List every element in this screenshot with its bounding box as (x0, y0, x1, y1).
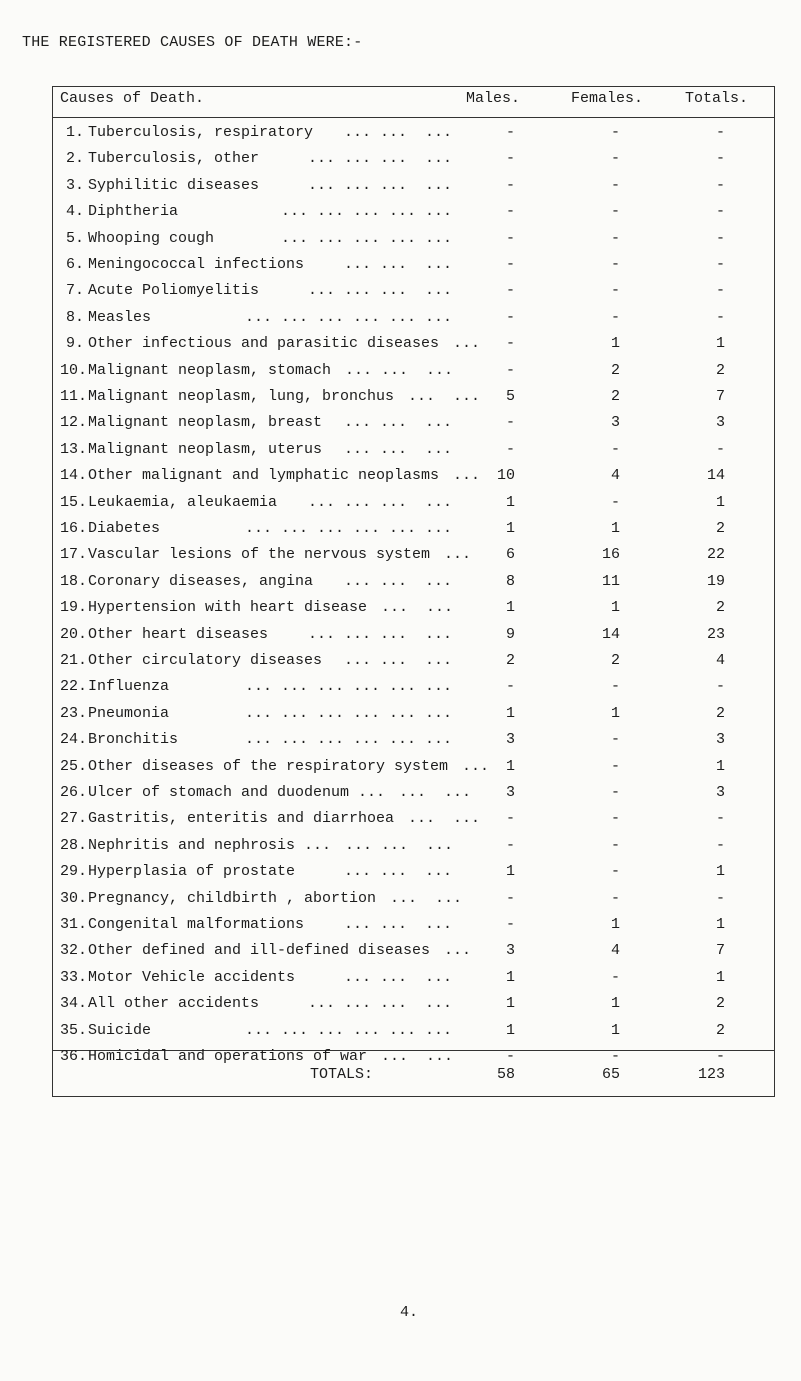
leader-dots: ... (444, 546, 472, 564)
leader-dots: ... (444, 942, 472, 960)
cause-name: All other accidents (88, 995, 260, 1013)
leader-dots: ... ... ... (345, 836, 454, 854)
females-count: - (610, 308, 620, 326)
table-row (0, 758, 801, 786)
males-count: - (505, 440, 515, 458)
leader-dots: ... ... ... (344, 916, 453, 933)
row-number: 36. (60, 1048, 88, 1065)
cause-name: Other circulatory diseases (88, 652, 323, 669)
males-count: - (505, 889, 515, 907)
females-count: - (610, 968, 620, 986)
table-row (0, 203, 801, 231)
row-number: 32. (60, 942, 88, 960)
table-row (0, 784, 801, 812)
females-count: 11 (601, 572, 620, 590)
females-count: - (610, 863, 620, 881)
leader-dots: ... ... ... (344, 414, 453, 432)
leader-dots: ... (453, 335, 481, 353)
leader-dots: ... ... (381, 599, 454, 617)
totals-count: 2 (715, 995, 725, 1013)
table-row (0, 652, 801, 680)
males-count: - (505, 229, 515, 247)
females-count: - (610, 176, 620, 194)
leader-dots: ... ... ... ... ... ... (245, 520, 453, 537)
males-count: - (505, 335, 515, 353)
cause-name: Bronchitis (88, 731, 179, 749)
females-count: - (610, 810, 620, 828)
row-number: 12. (60, 414, 88, 432)
row-number: 24. (60, 731, 88, 749)
table-row (0, 599, 801, 627)
row-number: 5. (65, 229, 84, 247)
leader-dots: ... ... ... (344, 863, 453, 881)
cause-name: Homicidal and operations of war (88, 1048, 368, 1065)
males-count: 5 (505, 388, 515, 405)
females-count: - (610, 256, 620, 273)
females-count: - (610, 1048, 620, 1065)
row-number: 6. (65, 256, 84, 273)
females-count: - (610, 678, 620, 696)
row-number: 35. (60, 1021, 88, 1039)
cause-name: Suicide (88, 1021, 152, 1039)
males-count: 1 (505, 493, 515, 511)
row-number: 3. (65, 176, 84, 194)
males-count: - (505, 124, 515, 141)
table-row (0, 810, 801, 838)
cause-name: Other defined and ill-defined diseases (88, 942, 431, 960)
males-count: - (505, 810, 515, 828)
table-row (0, 1022, 801, 1050)
males-count: 1 (505, 968, 515, 986)
totals-label: TOTALS: (310, 1066, 374, 1083)
males-count: - (505, 1048, 515, 1065)
table-row (0, 441, 801, 469)
table-row (0, 150, 801, 178)
totals-count: 1 (715, 916, 725, 933)
leader-dots: ... ... ... ... ... (281, 203, 453, 221)
row-number: 7. (65, 282, 84, 300)
totals-count: - (715, 256, 725, 273)
cause-name: Malignant neoplasm, lung, bronchus (88, 388, 395, 405)
cause-name: Malignant neoplasm, breast (88, 414, 323, 432)
totals-count: 3 (715, 414, 725, 432)
totals-count: - (715, 678, 725, 696)
males-count: - (505, 282, 515, 300)
males-count: - (505, 203, 515, 221)
totals-count: 1 (715, 335, 725, 353)
males-count: 2 (505, 652, 515, 669)
row-number: 1. (65, 124, 84, 141)
females-count: 14 (601, 625, 620, 643)
females-count: 1 (610, 995, 620, 1013)
totals-count: - (715, 124, 725, 141)
leader-dots: ... ... ... ... ... ... (245, 678, 453, 696)
leader-dots: ... ... ... ... ... ... (245, 731, 453, 749)
totals-count: 2 (715, 704, 725, 722)
males-count: - (505, 176, 515, 194)
leader-dots: ... ... ... (345, 361, 454, 379)
females-count: 1 (610, 335, 620, 353)
females-count: 1 (610, 704, 620, 722)
cause-name: Pregnancy, childbirth , abortion (88, 889, 377, 907)
row-number: 15. (60, 493, 88, 511)
cause-name: Coronary diseases, angina (88, 572, 314, 590)
males-count: - (505, 308, 515, 326)
row-number: 4. (65, 203, 84, 221)
leader-dots: ... ... ... (344, 572, 453, 590)
totals-count: 2 (715, 599, 725, 617)
leader-dots: ... ... ... (344, 440, 453, 458)
totals-count: 1 (715, 863, 725, 881)
table-row (0, 546, 801, 574)
cause-name: Hypertension with heart disease (88, 599, 368, 617)
cause-name: Other malignant and lymphatic neoplasms (88, 467, 440, 485)
row-number: 28. (60, 836, 88, 854)
row-number: 2. (65, 150, 84, 168)
table-row (0, 520, 801, 548)
leader-dots: ... ... ... ... ... ... (245, 704, 453, 722)
males-count: - (505, 836, 515, 854)
totals-count: 2 (715, 361, 725, 379)
table-row (0, 494, 801, 522)
females-count: 16 (601, 546, 620, 564)
cause-name: Nephritis and nephrosis ... (88, 836, 332, 854)
males-count: - (505, 361, 515, 379)
row-number: 22. (60, 678, 88, 696)
row-number: 25. (60, 757, 88, 775)
leader-dots: ... ... ... (344, 968, 453, 986)
row-number: 10. (60, 361, 88, 379)
table-row (0, 705, 801, 733)
leader-dots: ... ... (408, 388, 481, 405)
leader-dots: ... ... (399, 784, 472, 801)
totals-count: - (715, 150, 725, 168)
table-row (0, 678, 801, 706)
table-row (0, 969, 801, 997)
cause-name: Other heart diseases (88, 625, 269, 643)
males-count: 9 (505, 625, 515, 643)
males-count: 1 (505, 599, 515, 617)
row-number: 20. (60, 625, 88, 643)
males-count: - (505, 414, 515, 432)
females-count: - (610, 150, 620, 168)
header-totals: Totals. (685, 90, 749, 107)
totals-count: - (715, 889, 725, 907)
leader-dots: ... (462, 757, 490, 775)
cause-name: Vascular lesions of the nervous system (88, 546, 431, 564)
table-row (0, 837, 801, 865)
table-row (0, 256, 801, 284)
table-row (0, 916, 801, 944)
row-number: 31. (60, 916, 88, 933)
cause-name: Pneumonia (88, 704, 170, 722)
cause-name: Other infectious and parasitic diseases (88, 335, 440, 353)
header-females: Females. (571, 90, 644, 107)
totals-count: 1 (715, 757, 725, 775)
totals-count: - (715, 810, 725, 828)
males-count: 1 (505, 995, 515, 1013)
row-number: 18. (60, 572, 88, 590)
row-number: 11. (60, 388, 88, 405)
cause-name: Malignant neoplasm, uterus (88, 440, 323, 458)
totals-count: 7 (715, 942, 725, 960)
females-count: - (610, 757, 620, 775)
totals-count: 19 (706, 572, 725, 590)
row-number: 19. (60, 599, 88, 617)
totals-count: 2 (715, 1021, 725, 1039)
cause-name: Diabetes (88, 520, 161, 537)
females-count: - (610, 731, 620, 749)
totals-count: - (715, 229, 725, 247)
males-count: - (505, 678, 515, 696)
leader-dots: ... ... ... ... (308, 282, 453, 300)
totals-count: 2 (715, 520, 725, 537)
leader-dots: ... (453, 467, 481, 485)
females-count: - (610, 124, 620, 141)
males-count: 10 (496, 467, 515, 485)
males-count: 8 (505, 572, 515, 590)
header-causes: Causes of Death. (60, 90, 205, 107)
totals-count: 1 (715, 493, 725, 511)
totals-count: 22 (706, 546, 725, 564)
males-count: 1 (505, 757, 515, 775)
row-number: 13. (60, 440, 88, 458)
females-count: 4 (610, 467, 620, 485)
males-count: 1 (505, 704, 515, 722)
totals-count: - (715, 1048, 725, 1065)
row-number: 16. (60, 520, 88, 537)
totals-count: 4 (715, 652, 725, 669)
females-count: - (610, 493, 620, 511)
cause-name: Diphtheria (88, 203, 179, 221)
males-count: 1 (505, 1021, 515, 1039)
females-count: 2 (610, 652, 620, 669)
row-number: 34. (60, 995, 88, 1013)
table-row (0, 177, 801, 205)
cause-name: Leukaemia, aleukaemia (88, 493, 278, 511)
cause-name: Gastritis, enteritis and diarrhoea (88, 810, 395, 828)
row-number: 30. (60, 889, 88, 907)
totals-count: - (715, 308, 725, 326)
males-count: 3 (505, 731, 515, 749)
totals-count: 14 (706, 467, 725, 485)
leader-dots: ... ... ... ... ... ... (245, 1021, 453, 1039)
totals-count: 3 (715, 731, 725, 749)
males-count: 6 (505, 546, 515, 564)
males-count: - (505, 256, 515, 273)
row-number: 33. (60, 968, 88, 986)
totals-females: 65 (601, 1066, 620, 1083)
leader-dots: ... ... ... ... (308, 493, 453, 511)
leader-dots: ... ... ... (344, 124, 453, 141)
males-count: - (505, 916, 515, 933)
leader-dots: ... ... ... ... (308, 995, 453, 1013)
totals-count: - (715, 176, 725, 194)
males-count: 3 (505, 784, 515, 801)
cause-name: Other diseases of the respiratory system (88, 757, 449, 775)
females-count: - (610, 440, 620, 458)
cause-name: Motor Vehicle accidents (88, 968, 296, 986)
females-count: 1 (610, 520, 620, 537)
table-row (0, 230, 801, 258)
females-count: - (610, 203, 620, 221)
table-row (0, 995, 801, 1023)
row-number: 14. (60, 467, 88, 485)
leader-dots: ... ... (381, 1048, 454, 1065)
leader-dots: ... ... ... (344, 652, 453, 669)
leader-dots: ... ... ... ... (308, 176, 453, 194)
table-bottom-border (52, 1096, 775, 1097)
table-top-border (52, 86, 775, 87)
row-number: 26. (60, 784, 88, 801)
table-row (0, 124, 801, 152)
leader-dots: ... ... (390, 889, 463, 907)
row-number: 21. (60, 652, 88, 669)
females-count: 3 (610, 414, 620, 432)
totals-count: - (715, 203, 725, 221)
row-number: 23. (60, 704, 88, 722)
table-row (0, 388, 801, 416)
totals-count: - (715, 440, 725, 458)
table-row (0, 282, 801, 310)
females-count: - (610, 889, 620, 907)
header-divider (52, 117, 775, 118)
cause-name: Meningococcal infections (88, 256, 305, 273)
row-number: 9. (65, 335, 84, 353)
table-row (0, 335, 801, 363)
cause-name: Ulcer of stomach and duodenum ... (88, 784, 386, 801)
row-number: 8. (65, 308, 84, 326)
totals-count: 3 (715, 784, 725, 801)
table-row (0, 863, 801, 891)
table-row (0, 309, 801, 337)
leader-dots: ... ... (408, 810, 481, 828)
leader-dots: ... ... ... ... (308, 625, 453, 643)
cause-name: Malignant neoplasm, stomach (88, 361, 332, 379)
females-count: 1 (610, 599, 620, 617)
totals-count: 23 (706, 625, 725, 643)
totals-count: - (715, 282, 725, 300)
females-count: 1 (610, 1021, 620, 1039)
row-number: 29. (60, 863, 88, 881)
cause-name: Syphilitic diseases (88, 176, 260, 194)
leader-dots: ... ... ... (344, 256, 453, 273)
cause-name: Measles (88, 308, 152, 326)
table-row (0, 626, 801, 654)
males-count: 3 (505, 942, 515, 960)
females-count: 1 (610, 916, 620, 933)
table-row (0, 573, 801, 601)
males-count: - (505, 150, 515, 168)
table-row (0, 414, 801, 442)
cause-name: Hyperplasia of prostate (88, 863, 296, 881)
cause-name: Tuberculosis, respiratory (88, 124, 314, 141)
table-row (0, 731, 801, 759)
row-number: 17. (60, 546, 88, 564)
females-count: - (610, 784, 620, 801)
row-number: 27. (60, 810, 88, 828)
cause-name: Whooping cough (88, 229, 215, 247)
females-count: 2 (610, 361, 620, 379)
table-row (0, 942, 801, 970)
page-title: THE REGISTERED CAUSES OF DEATH WERE:- (22, 34, 363, 51)
cause-name: Congenital malformations (88, 916, 305, 933)
totals-count: - (715, 836, 725, 854)
females-count: - (610, 836, 620, 854)
totals-count: 7 (715, 388, 725, 405)
females-count: 2 (610, 388, 620, 405)
header-males: Males. (466, 90, 521, 107)
table-row (0, 467, 801, 495)
females-count: 4 (610, 942, 620, 960)
totals-all: 123 (697, 1066, 725, 1083)
cause-name: Influenza (88, 678, 170, 696)
leader-dots: ... ... ... ... ... (281, 229, 453, 247)
cause-name: Acute Poliomyelitis (88, 282, 260, 300)
table-row (0, 890, 801, 918)
totals-males: 58 (496, 1066, 515, 1083)
cause-name: Tuberculosis, other (88, 150, 260, 168)
leader-dots: ... ... ... ... ... ... (245, 308, 453, 326)
leader-dots: ... ... ... ... (308, 150, 453, 168)
totals-count: 1 (715, 968, 725, 986)
page-number: 4. (400, 1304, 419, 1321)
table-row (0, 362, 801, 390)
females-count: - (610, 282, 620, 300)
males-count: 1 (505, 520, 515, 537)
males-count: 1 (505, 863, 515, 881)
females-count: - (610, 229, 620, 247)
